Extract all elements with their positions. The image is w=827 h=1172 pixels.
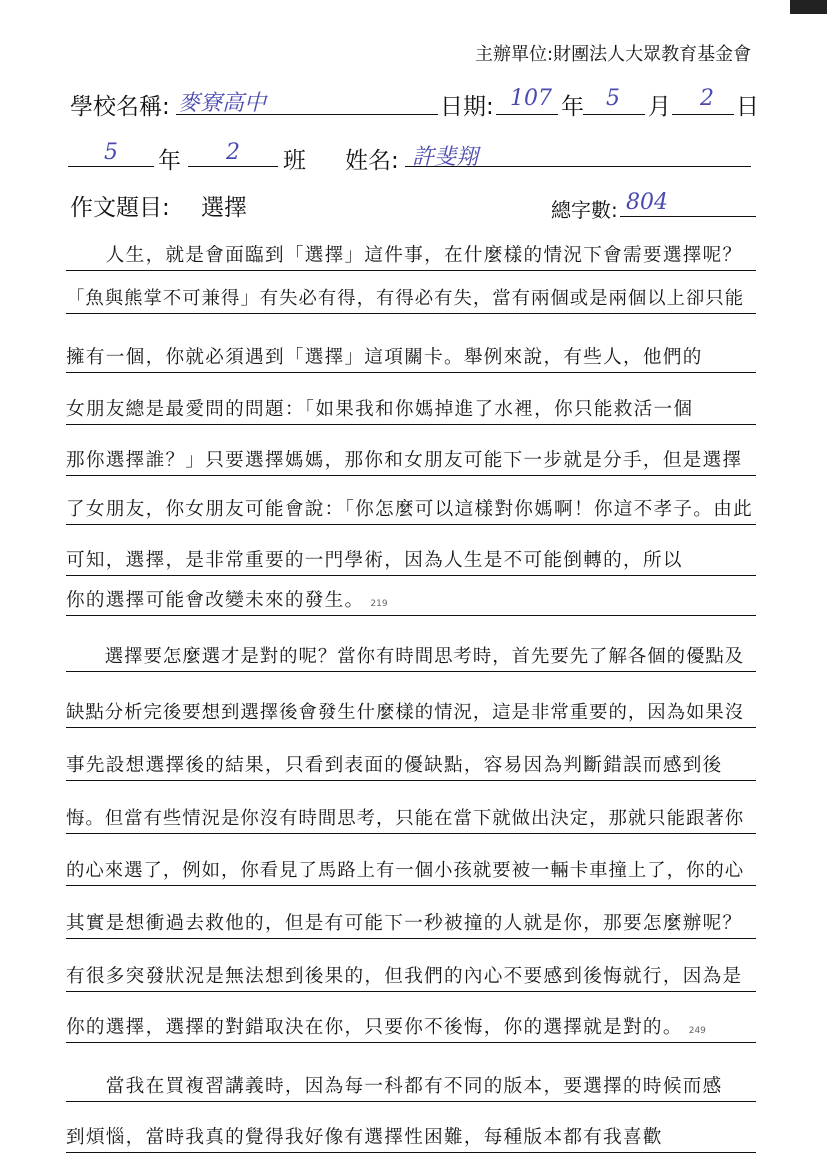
essay-line-text: 缺點分析完後要想到選擇後會發生什麼樣的情況，這是非常重要的，因為如果沒 xyxy=(66,702,745,723)
school-value: 麥寮高中 xyxy=(178,91,267,116)
essay-line-text: 有很多突發狀況是無法想到後果的，但我們的內心不要感到後悔就行，因為是 xyxy=(66,966,743,987)
essay-line-text: 人生，就是會面臨到「選擇」這件事，在什麼樣的情況下會需要選擇呢？ xyxy=(66,245,743,266)
essay-line xyxy=(66,482,756,525)
essay-line xyxy=(66,271,756,314)
name-underline xyxy=(405,166,751,167)
grade-value: 5 xyxy=(104,140,118,165)
essay-line xyxy=(66,433,756,476)
day-underline xyxy=(672,114,734,115)
count-note: 249 xyxy=(688,1026,706,1036)
essay-line-content: 你的選擇，選擇的對錯取決在你，只要你不後悔，你的選擇就是對的。 xyxy=(66,1017,683,1038)
month-value: 5 xyxy=(606,86,620,111)
class-label: 班 xyxy=(283,148,306,174)
wordcount-underline xyxy=(620,216,756,217)
essay-line-text: 擁有一個，你就必須遇到「選擇」這項關卡。舉例來說，有些人，他們的 xyxy=(66,347,703,368)
essay-line-text: 選擇要怎麼選才是對的呢？當你有時間思考時，首先要先了解各個的優點及 xyxy=(66,646,745,667)
essay-line-text xyxy=(66,586,388,612)
essay-line xyxy=(66,1059,756,1102)
essay-line-text: 「魚與熊掌不可兼得」有失必有得，有得必有失，當有兩個或是兩個以上卻只能 xyxy=(66,288,745,309)
wordcount-value: 804 xyxy=(626,190,668,215)
essay-line xyxy=(66,382,756,425)
essay-line xyxy=(66,228,756,271)
grade-underline xyxy=(68,166,154,167)
essay-line xyxy=(66,791,756,834)
scan-corner-mark xyxy=(790,0,827,14)
name-value: 許斐翔 xyxy=(412,145,479,170)
essay-line xyxy=(66,1110,756,1153)
name-label: 姓名: xyxy=(345,148,399,174)
essay-line-text: 事先設想選擇後的結果，只看到表面的優缺點，容易因為判斷錯誤而感到後 xyxy=(66,755,723,776)
essay-line xyxy=(66,573,756,616)
essay-line-text: 了女朋友，你女朋友可能會說：「你怎麼可以這樣對你媽啊！你這不孝子。由此 xyxy=(66,499,753,520)
essay-line xyxy=(66,533,756,576)
grade-label: 年 xyxy=(158,148,181,174)
essay-line xyxy=(66,685,756,728)
essay-line-text: 女朋友總是最愛問的問題：「如果我和你媽掉進了水裡，你只能救活一個 xyxy=(66,399,694,420)
essay-line-text: 其實是想衝過去救他的，但是有可能下一秒被撞的人就是你，那要怎麼辦呢？ xyxy=(66,913,743,934)
essay-line-text: 到煩惱，當時我真的覺得我好像有選擇性困難，每種版本都有我喜歡 xyxy=(66,1127,663,1148)
date-label: 日期: xyxy=(440,94,494,120)
topic-label: 作文題目: xyxy=(70,195,170,221)
year-underline xyxy=(496,114,558,115)
essay-line-text: 的心來選了，例如，你看見了馬路上有一個小孩就要被一輛卡車撞上了，你的心 xyxy=(66,860,745,881)
essay-line-text: 當我在買複習講義時，因為每一科都有不同的版本，要選擇的時候而感 xyxy=(66,1076,723,1097)
class-underline xyxy=(188,166,278,167)
essay-line xyxy=(66,1000,756,1043)
essay-line xyxy=(66,949,756,992)
essay-line-text: 可知，選擇，是非常重要的一門學術，因為人生是不可能倒轉的，所以 xyxy=(66,550,683,571)
class-value: 2 xyxy=(226,140,240,165)
essay-line xyxy=(66,896,756,939)
essay-line-text xyxy=(66,1013,706,1039)
wordcount-label: 總字數: xyxy=(551,198,618,222)
essay-line-text: 那你選擇誰？」只要選擇媽媽，那你和女朋友可能下一步就是分手，但是選擇 xyxy=(66,450,743,471)
essay-line xyxy=(66,629,756,672)
essay-line xyxy=(66,843,756,886)
count-note: 219 xyxy=(370,599,388,609)
school-label: 學校名稱: xyxy=(70,94,170,120)
school-underline xyxy=(176,114,438,115)
day-label: 日 xyxy=(736,94,759,120)
year-value: 107 xyxy=(510,86,552,111)
essay-line xyxy=(66,738,756,781)
month-label: 月 xyxy=(648,94,671,120)
year-label: 年 xyxy=(561,94,584,120)
essay-line xyxy=(66,330,756,373)
essay-line-text: 悔。但當有些情況是你沒有時間思考，只能在當下就做出決定，那就只能跟著你 xyxy=(66,808,745,829)
sponsor-text: 主辦單位:財團法人大眾教育基金會 xyxy=(475,44,752,65)
day-value: 2 xyxy=(700,86,714,111)
month-underline xyxy=(583,114,645,115)
essay-line-content: 你的選擇可能會改變未來的發生。 xyxy=(66,590,365,611)
topic-value: 選擇 xyxy=(201,195,247,221)
